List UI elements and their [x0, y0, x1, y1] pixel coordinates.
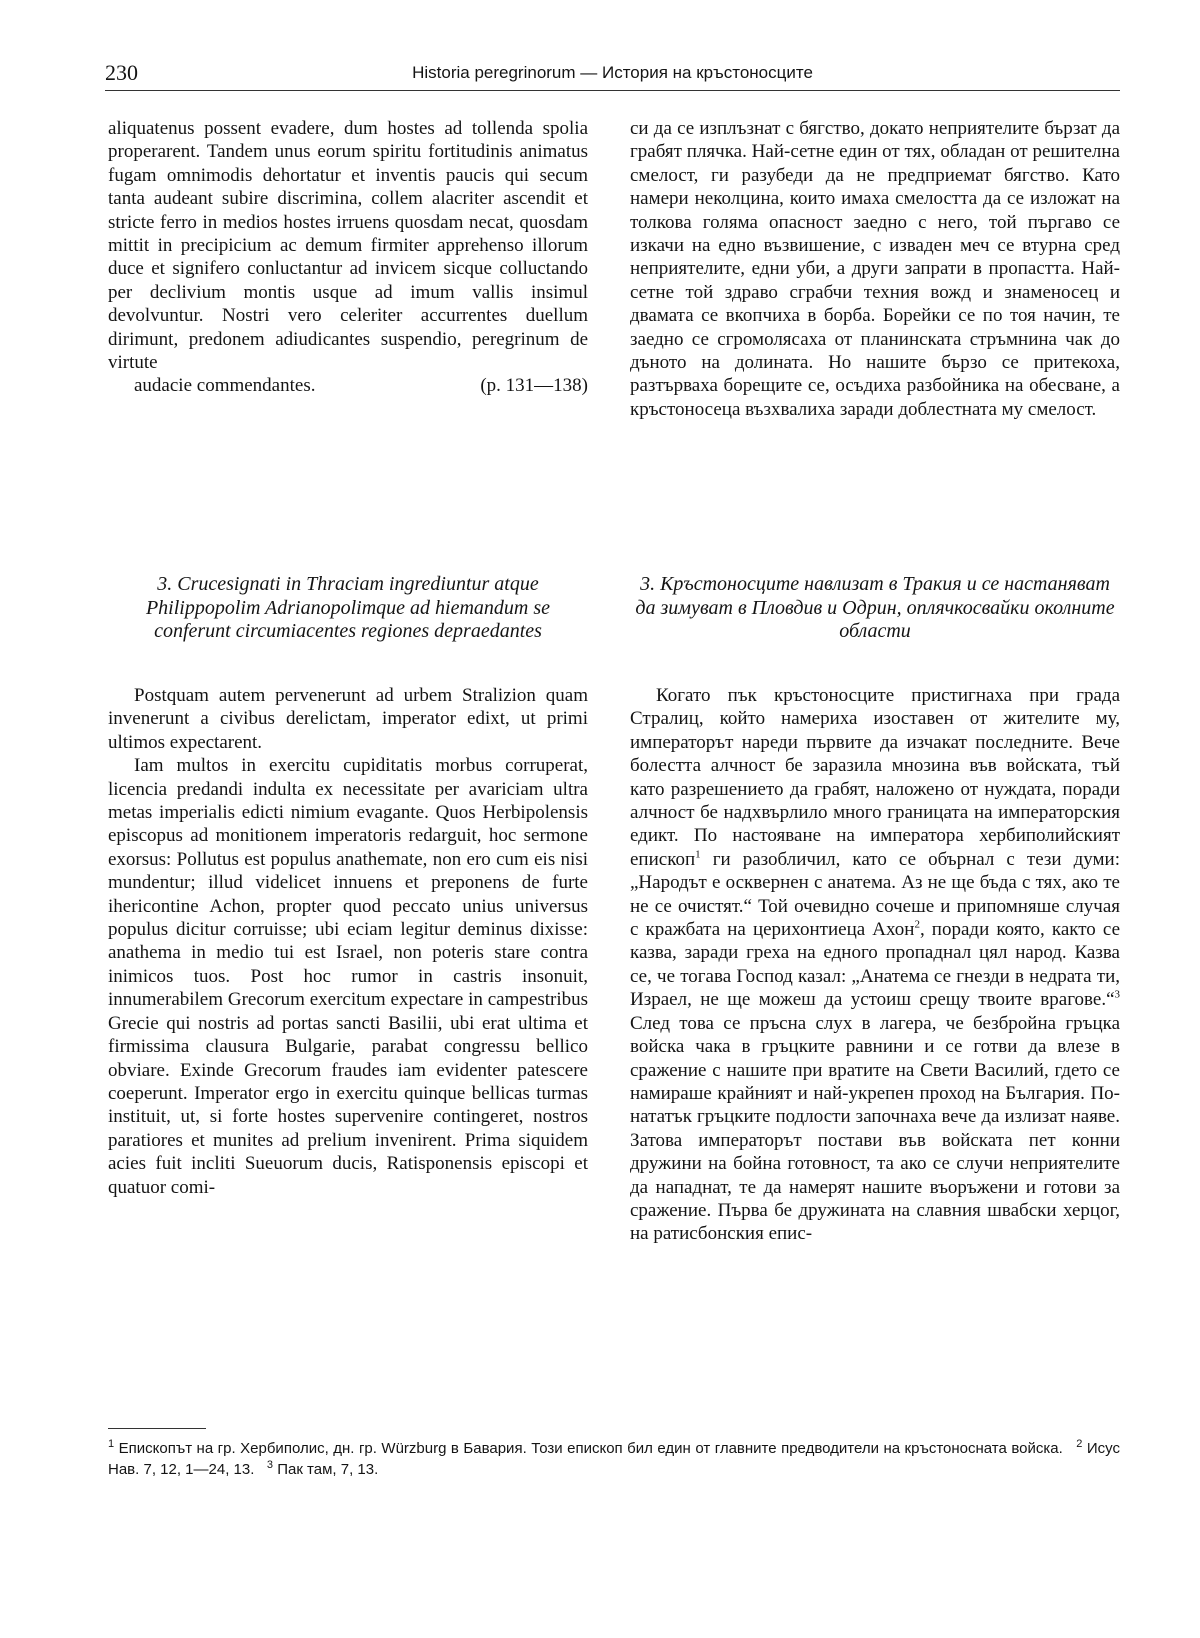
latin-top-paragraph: [108, 117, 588, 398]
footnote-ref-1: 1: [695, 848, 701, 861]
latin-top-text: aliquatenus possent evadere, dum hostes ad tollenda spolia properarent. Tandem unus eorum spiritu fortitudinis animatus fugam omnimodis dehortatur et inventis paucis qui secum tanta audeant subire discrimina, collem alacriter ascendit et stricte ferro in medios hostes irruens quosdam necat, quosdam mittit in precipicium ac demum firmiter apprehenso illorum duce et signifero conluctantur ad invicem sicque colluctando per declivium montis usque ad imum vallis insimul devolvuntur. Nostri vero celeriter accurrentes duellum dirimunt, predonem adiudicantes suspendio, peregrinum de virtute: [108, 118, 588, 374]
footnote-2: Исус Нав. 7, 12, 1—24, 13.: [108, 1440, 1120, 1478]
bulgarian-text-c: , поради която, както се казва, заради греха на едного пропаднал цял народ. Казва се, че тогава Господ казал: „Анатема се гнезди в недрата ти, Израел, не ще можеш да устоиш срещу твоите врагове.“: [630, 919, 1120, 1011]
footnote-mark-1: 1: [108, 1438, 115, 1450]
bulgarian-text-d: След това се пръсна слух в лагера, че безбройна гръцка войска чака в гръцките равнини и се готви да влезе в сражение с нашите при вратите на Свети Василий, гдето се намираше крайният и най-укрепен проход на България. По-нататък гръцките подлости започнаха вече да излизат наяве. Затова императорът постави във войската пет конни дружини на бойна готовност, та ако се случи неприятелите да нападнат, те да намерят нашите въоръжени и готови за сражение. Първа бе дружината на славния швабски херцог, на ратисбонския епис-: [630, 1012, 1120, 1245]
footnote-ref-2: 2: [914, 918, 920, 931]
latin-top-last-line: [108, 374, 588, 397]
bulgarian-text-a: Когато пък кръстоносците пристигнаха при града Стралиц, който намериха изоставен от жителите му, императорът нареди първите да изчакат последните. Вече болестта алчност бе заразила мнозина във войската, тъй като разрешението да грабят, наложено от нуждата, поради алчност бе надхвърлило много границата на императорския едикт. По настояване на императора хербиполийският епископ: [630, 685, 1120, 870]
latin-paragraph-2: Iam multos in exercitu cupiditatis morbus corruperat, licencia predandi indulta ex necessitate per avariciam ultra metas imperialis edicti nimium evagante. Quos Herbipolensis episcopus ad monitionem imperatoris redarguit, hoc sermone exorsus: Pollutus est populus anathemate, non ero cum eis nisi mundentur; illud videlicet innuens et preponens de furte ihericontine Achon, propter quod peccato unius universus populus dicitur corruisse; ubi eciam legitur deminus dixisse: anathema in medio tui est Israel, non poteris stare contra inimicos tuos. Post hoc rumor in castris insonuit, innumerabilem Grecorum exercitum expectare in campestribus Grecie qui nostris ad portas sancti Basilii, ubi erat ultima et firmissima clausura Bulgarie, parabat congressu bellico obviare. Exinde Grecorum fraudes iam evidenter patescere coeperunt. Imperator ergo in exercitu quinque bellicas turmas instituit, ut, si forte hostes supervenire contingeret, nostros paratiores et munites ad prelium invenirent. Prima siquidem acies fuit incliti Sueuorum ducis, Ratisponensis episcopi et quatuor comi-: [108, 755, 588, 1198]
latin-top-last-words: audacie commendantes.: [134, 375, 316, 397]
bulgarian-body: [630, 684, 1120, 1246]
bulgarian-top-text: си да се изплъзнат с бягство, докато неприятелите бързат да грабят плячка. Най-сетне един от тях, обладан от решителна смелост, ги разубеди да не предприемат бягство. Като намери неколцина, които имаха смелостта да се изложат на толкова голяма опасност заедно с него, той пъргаво се изкачи на едно възвишение, с изваден меч се втурна сред неприятелите, едни уби, а други запрати в пропастта. Най-сетне той здраво сграбчи техния вожд и знаменосец и двамата се вкопчиха в борба. Борейки се по тоя начин, те заедно се сгромолясаха от планинската стръмнина чак до дъното на долината. Но нашите бързо се притекоха, разтърваха борещите се, осъдиха разбойника на обесване, а кръстоносеца възхвалиха заради доблестната му смелост.: [630, 118, 1120, 420]
bulgarian-section-heading: 3. Кръстоносците навлизат в Тракия и се настаняват да зимуват в Пловдив и Одрин, оплячкосвайки околните области: [635, 573, 1115, 642]
latin-section-heading: 3. Crucesignati in Thraciam ingrediuntur atque Philippopolim Adrianopolimque ad hiemandum se conferunt circumiacentes regiones depraedantes: [145, 573, 551, 642]
page-number: 230: [105, 60, 138, 85]
footnote-mark-2: 2: [1076, 1438, 1083, 1450]
bulgarian-paragraph-1: [630, 684, 1120, 1246]
running-title: Historia peregrinorum — История на кръстоносците: [412, 63, 813, 82]
bulgarian-top-paragraph: [630, 117, 1120, 421]
footnote-3: Пак там, 7, 13.: [273, 1461, 379, 1478]
latin-body: [108, 684, 588, 1199]
footnote-ref-3: 3: [1114, 988, 1120, 1001]
footnotes: [108, 1438, 1120, 1480]
latin-paragraph-1: Postquam autem pervenerunt ad urbem Stralizion quam invenerunt a civibus derelictam, imperator edixt, ut primi ultimos expectarent.: [108, 685, 588, 753]
footnote-1: Епископът на гр. Хербиполис, дн. гр. Würzburg в Бавария. Този епископ бил един от главните предводители на кръстоносната войска.: [114, 1440, 1063, 1457]
latin-citation: (p. 131—138): [480, 375, 588, 397]
bulgarian-text-b: ги разобличил, като се обърнал с тези думи: „Народът е осквернен с анатема. Аз не ще бъда с тях, ако те не се очистят.“ Той очевидно сочеше и припомняше случая с кражбата на церихонтиеца Ахон: [630, 848, 1120, 941]
page-header: [105, 56, 1120, 88]
footnote-mark-3: 3: [266, 1459, 274, 1471]
header-rule: [105, 90, 1120, 91]
footnote-rule: [108, 1428, 206, 1429]
